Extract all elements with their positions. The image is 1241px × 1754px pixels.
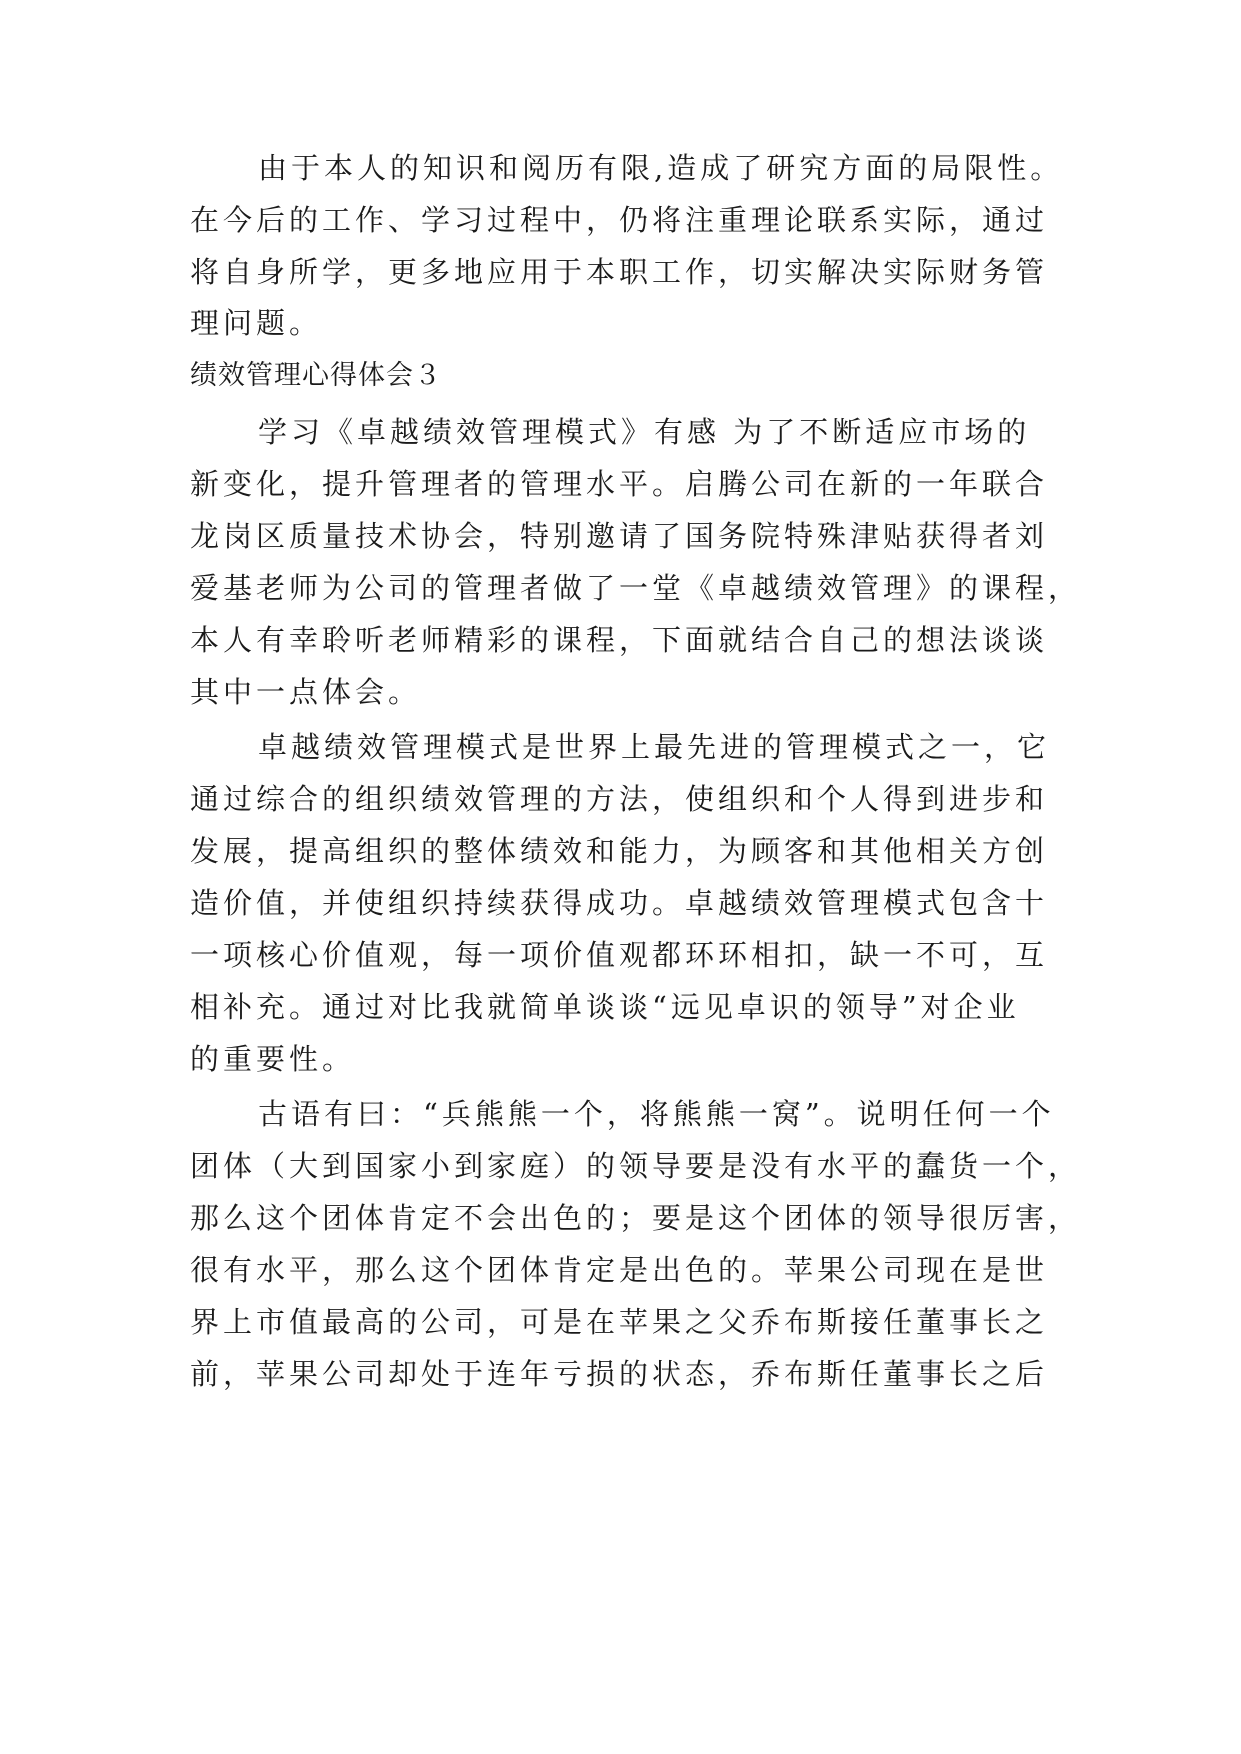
text-line: 新变化，提升管理者的管理水平。启腾公司在新的一年联合 xyxy=(190,467,1049,501)
text-line: 卓越绩效管理模式是世界上最先进的管理模式之一，它 xyxy=(258,730,1051,764)
text-line: 很有水平，那么这个团体肯定是出色的。苹果公司现在是世 xyxy=(190,1253,1049,1287)
text-line: 通过综合的组织绩效管理的方法，使组织和个人得到进步和 xyxy=(190,782,1049,816)
text-line: 前，苹果公司却处于连年亏损的状态，乔布斯任董事长之后 xyxy=(190,1357,1049,1391)
text-line: 相补充。通过对比我就简单谈谈“远见卓识的领导”对企业 xyxy=(190,990,1020,1024)
text-line: 本人有幸聆听老师精彩的课程，下面就结合自己的想法谈谈 xyxy=(190,623,1049,657)
text-line: 一项核心价值观，每一项价值观都环环相扣，缺一不可，互 xyxy=(190,938,1049,972)
text-line: 的重要性。 xyxy=(190,1042,356,1076)
text-line: 古语有曰：“兵熊熊一个，将熊熊一窝”。说明任何一个 xyxy=(258,1097,1055,1131)
text-line: 由于本人的知识和阅历有限,造成了研究方面的局限性。 xyxy=(258,151,1064,185)
text-line: 龙岗区质量技术协会，特别邀请了国务院特殊津贴获得者刘 xyxy=(190,519,1049,553)
text-line: 学习《卓越绩效管理模式》有感 为了不断适应市场的 xyxy=(258,415,1031,449)
text-line: 团体（大到国家小到家庭）的领导要是没有水平的蠢货一个， xyxy=(190,1149,1082,1183)
text-line: 理问题。 xyxy=(190,306,323,340)
text-line: 界上市值最高的公司，可是在苹果之父乔布斯接任董事长之 xyxy=(190,1305,1049,1339)
text-line: 那么这个团体肯定不会出色的；要是这个团体的领导很厉害， xyxy=(190,1201,1082,1235)
text-line: 发展，提高组织的整体绩效和能力，为顾客和其他相关方创 xyxy=(190,834,1049,868)
text-line: 将自身所学，更多地应用于本职工作，切实解决实际财务管 xyxy=(190,255,1049,289)
text-line: 在今后的工作、学习过程中，仍将注重理论联系实际，通过 xyxy=(190,203,1049,237)
text-line: 其中一点体会。 xyxy=(190,675,422,709)
text-line: 爱基老师为公司的管理者做了一堂《卓越绩效管理》的课程， xyxy=(190,571,1082,605)
section-heading: 绩效管理心得体会３ xyxy=(190,360,442,391)
text-line: 造价值，并使组织持续获得成功。卓越绩效管理模式包含十 xyxy=(190,886,1049,920)
